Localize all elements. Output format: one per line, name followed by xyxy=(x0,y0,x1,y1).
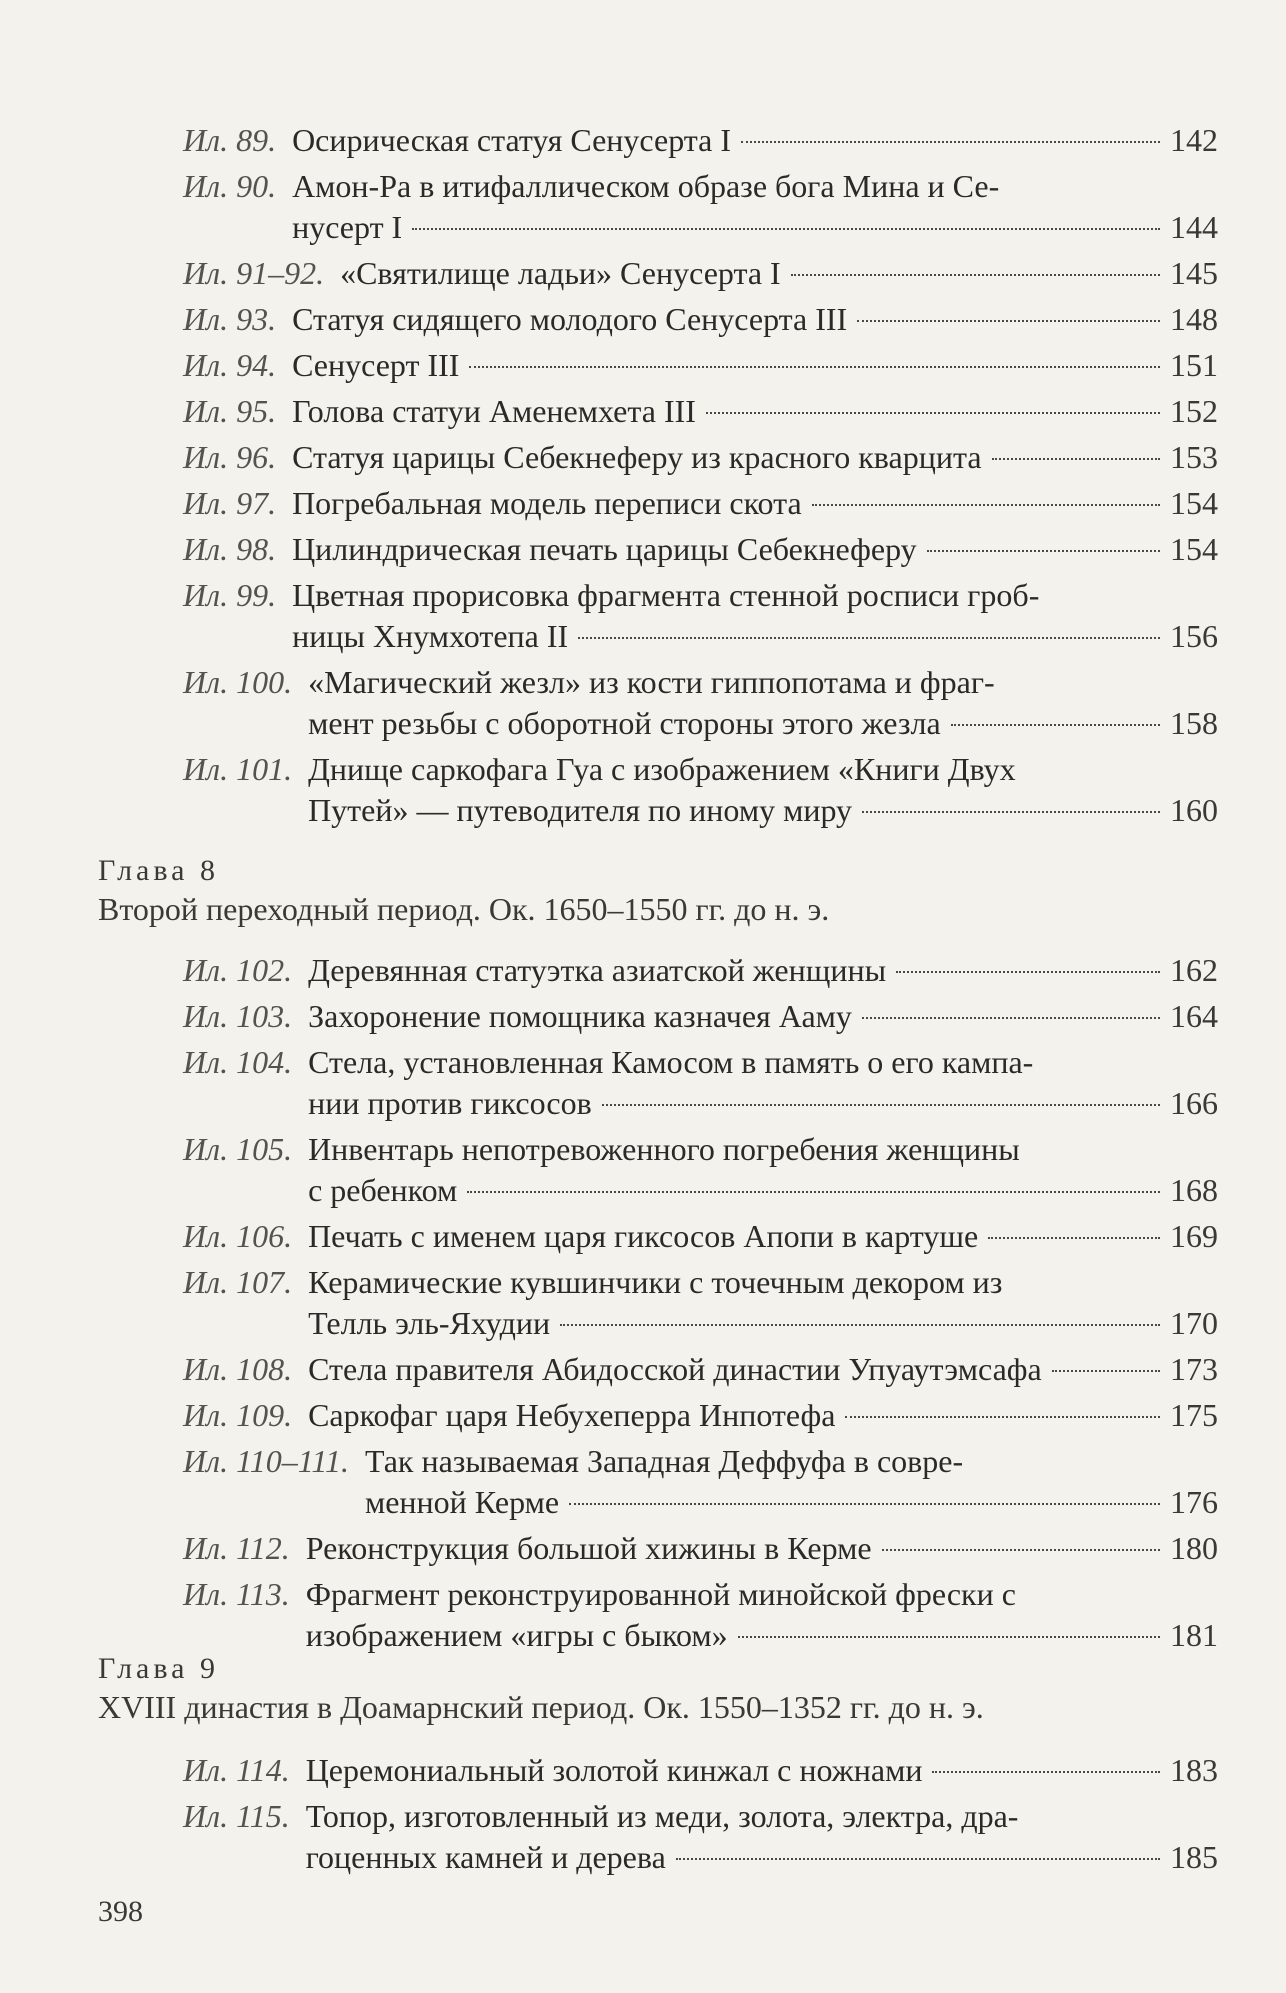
entry-body xyxy=(308,749,1218,831)
entry-page-number: 175 xyxy=(1170,1397,1218,1433)
entry-body xyxy=(308,1349,1218,1390)
toc-entry xyxy=(183,575,1218,657)
entry-text: Захоронение помощника казначея Ааму xyxy=(308,998,852,1034)
chapter-heading xyxy=(98,1650,984,1726)
dot-leader xyxy=(569,1503,1160,1505)
entry-body xyxy=(292,120,1218,161)
entry-page-number: 183 xyxy=(1170,1752,1218,1788)
entry-page-number: 166 xyxy=(1170,1085,1218,1121)
entry-page-number: 145 xyxy=(1170,255,1218,291)
illustration-label: Ил. 112. xyxy=(183,1530,290,1566)
dot-leader xyxy=(741,141,1160,143)
entry-text: Печать с именем царя гиксосов Апопи в картуше xyxy=(308,1218,979,1254)
entry-body xyxy=(308,1395,1218,1436)
dot-leader xyxy=(1052,1370,1160,1372)
entry-body xyxy=(292,299,1218,340)
illustration-label: Ил. 102. xyxy=(183,952,293,988)
entry-body xyxy=(365,1441,1218,1523)
toc-entry xyxy=(183,120,1218,161)
entry-body xyxy=(306,1528,1218,1569)
illustration-label: Ил. 91–92. xyxy=(183,255,325,291)
entry-text: Погребальная модель переписи скота xyxy=(292,485,802,521)
entry-text: изображением «игры с быком» xyxy=(305,1617,728,1653)
entry-row xyxy=(340,253,1218,294)
entry-row xyxy=(365,1482,1218,1523)
toc-entry xyxy=(183,1216,1218,1257)
entry-row xyxy=(292,437,1218,478)
illustration-label: Ил. 105. xyxy=(183,1131,293,1167)
dot-leader xyxy=(412,228,1160,230)
entry-text: Реконструкция большой хижины в Керме xyxy=(305,1530,872,1566)
entry-body xyxy=(306,1796,1218,1878)
dot-leader xyxy=(951,724,1160,726)
entry-row xyxy=(308,1083,1218,1124)
entry-text-first-line: Фрагмент реконструированной минойской фрески с xyxy=(305,1576,1016,1612)
chapter-title: Второй переходный период. Ок. 1650–1550 гг. до н. э. xyxy=(98,891,830,927)
dot-leader xyxy=(706,412,1160,414)
entry-text: Цилиндрическая печать царицы Себекнеферу xyxy=(292,531,917,567)
illustration-label: Ил. 115. xyxy=(183,1798,290,1834)
toc-entry xyxy=(183,1262,1218,1344)
illustration-label: Ил. 100. xyxy=(183,664,293,700)
illustration-label: Ил. 99. xyxy=(183,577,277,613)
toc-entry xyxy=(183,483,1218,524)
entry-body xyxy=(292,391,1218,432)
entry-page-number: 151 xyxy=(1170,347,1218,383)
entry-page-number: 154 xyxy=(1170,531,1218,567)
illustration-label: Ил. 93. xyxy=(183,301,277,337)
entry-text: нии против гиксосов xyxy=(308,1085,592,1121)
illustration-label: Ил. 114. xyxy=(183,1752,290,1788)
toc-entry xyxy=(183,1395,1218,1436)
entry-body xyxy=(292,437,1218,478)
illustration-label: Ил. 96. xyxy=(183,439,277,475)
entry-page-number: 162 xyxy=(1170,952,1218,988)
entry-text-first-line: Топор, изготовленный из меди, золота, электра, дра- xyxy=(305,1798,1019,1834)
toc-entry xyxy=(183,1796,1218,1878)
entry-page-number: 154 xyxy=(1170,485,1218,521)
entry-page-number: 160 xyxy=(1170,792,1218,828)
illustration-label: Ил. 94. xyxy=(183,347,277,383)
entry-text: менной Керме xyxy=(364,1484,560,1520)
entry-row xyxy=(308,703,1218,744)
entry-body xyxy=(306,1574,1218,1656)
entry-row xyxy=(306,1528,1218,1569)
illustration-list xyxy=(183,950,1218,1661)
entry-body xyxy=(340,253,1218,294)
dot-leader xyxy=(676,1858,1160,1860)
entry-row xyxy=(308,1216,1218,1257)
chapter-title: XVIII династия в Доамарнский период. Ок. 1550–1352 гг. до н. э. xyxy=(98,1689,984,1725)
entry-page-number: 180 xyxy=(1170,1530,1218,1566)
entry-row xyxy=(292,207,1218,248)
entry-text: «Святилище ладьи» Сенусерта I xyxy=(340,255,781,291)
illustration-label: Ил. 108. xyxy=(183,1351,293,1387)
dot-leader xyxy=(791,274,1160,276)
illustration-label: Ил. 101. xyxy=(183,751,293,787)
toc-entry xyxy=(183,662,1218,744)
dot-leader xyxy=(992,458,1160,460)
entry-page-number: 185 xyxy=(1170,1839,1218,1875)
entry-body xyxy=(308,1216,1218,1257)
toc-entry xyxy=(183,253,1218,294)
entry-text-first-line: Керамические кувшинчики с точечным декором из xyxy=(308,1264,1003,1300)
toc-entry xyxy=(183,1574,1218,1656)
entry-row xyxy=(308,790,1218,831)
entry-text: Саркофаг царя Небухеперра Инпотефа xyxy=(308,1397,836,1433)
entry-text: ницы Хнумхотепа II xyxy=(292,618,569,654)
entry-text-first-line: Так называемая Западная Деффуфа в совре- xyxy=(364,1443,964,1479)
dot-leader xyxy=(738,1636,1160,1638)
entry-row xyxy=(292,391,1218,432)
entry-text: Деревянная статуэтка азиатской женщины xyxy=(308,952,887,988)
entry-body xyxy=(292,345,1218,386)
entry-body xyxy=(292,529,1218,570)
entry-page-number: 181 xyxy=(1170,1617,1218,1653)
entry-page-number: 148 xyxy=(1170,301,1218,337)
entry-body xyxy=(308,996,1218,1037)
entry-text-first-line: Стела, установленная Камосом в память о его кампа- xyxy=(308,1044,1034,1080)
entry-page-number: 156 xyxy=(1170,618,1218,654)
entry-row xyxy=(306,1750,1218,1791)
entry-page-number: 153 xyxy=(1170,439,1218,475)
entry-row xyxy=(308,1303,1218,1344)
entry-row xyxy=(292,120,1218,161)
entry-page-number: 169 xyxy=(1170,1218,1218,1254)
entry-text-first-line: Днище саркофага Гуа с изображением «Книги Двух xyxy=(308,751,1016,787)
illustration-list xyxy=(183,1750,1218,1883)
entry-text-first-line: Амон-Ра в итифаллическом образе бога Мина и Се- xyxy=(292,168,1000,204)
illustration-label: Ил. 113. xyxy=(183,1576,290,1612)
illustration-label: Ил. 107. xyxy=(183,1264,293,1300)
dot-leader xyxy=(882,1549,1160,1551)
dot-leader xyxy=(932,1771,1160,1773)
toc-entry xyxy=(183,437,1218,478)
entry-body xyxy=(306,1750,1218,1791)
dot-leader xyxy=(812,504,1160,506)
entry-body xyxy=(308,1129,1218,1211)
entry-text: мент резьбы с оборотной стороны этого жезла xyxy=(308,705,941,741)
illustration-label: Ил. 89. xyxy=(183,122,277,158)
entry-body xyxy=(308,1042,1218,1124)
dot-leader xyxy=(857,320,1160,322)
illustration-label: Ил. 97. xyxy=(183,485,277,521)
entry-text: Телль эль-Яхудии xyxy=(308,1305,551,1341)
toc-entry xyxy=(183,1042,1218,1124)
entry-row xyxy=(292,483,1218,524)
entry-row xyxy=(308,1349,1218,1390)
entry-text-first-line: Цветная прорисовка фрагмента стенной росписи гроб- xyxy=(292,577,1040,613)
entry-text: с ребенком xyxy=(308,1172,458,1208)
entry-row xyxy=(292,616,1218,657)
illustration-label: Ил. 98. xyxy=(183,531,277,567)
toc-entry xyxy=(183,749,1218,831)
entry-page-number: 176 xyxy=(1170,1484,1218,1520)
entry-row xyxy=(308,950,1218,991)
dot-leader xyxy=(896,971,1160,973)
entry-row xyxy=(308,1170,1218,1211)
toc-entry xyxy=(183,1528,1218,1569)
entry-text: Осирическая статуя Сенусерта I xyxy=(292,122,732,158)
illustration-list xyxy=(183,120,1218,836)
illustration-label: Ил. 106. xyxy=(183,1218,293,1254)
entry-text: Путей» — путеводителя по иному миру xyxy=(308,792,853,828)
toc-entry xyxy=(183,1750,1218,1791)
entry-body xyxy=(292,166,1218,248)
dot-leader xyxy=(578,637,1160,639)
illustration-label: Ил. 110–111. xyxy=(183,1443,349,1479)
entry-page-number: 170 xyxy=(1170,1305,1218,1341)
entry-page-number: 164 xyxy=(1170,998,1218,1034)
entry-text: нусерт I xyxy=(292,209,403,245)
toc-entry xyxy=(183,1441,1218,1523)
entry-body xyxy=(292,483,1218,524)
dot-leader xyxy=(862,1017,1160,1019)
entry-text: Сенусерт III xyxy=(292,347,460,383)
entry-row xyxy=(306,1837,1218,1878)
entry-page-number: 144 xyxy=(1170,209,1218,245)
toc-entry xyxy=(183,391,1218,432)
chapter-label: Глава 8 xyxy=(98,854,219,887)
dot-leader xyxy=(467,1191,1160,1193)
toc-entry xyxy=(183,166,1218,248)
illustration-label: Ил. 90. xyxy=(183,168,277,204)
entry-body xyxy=(308,662,1218,744)
entry-row xyxy=(308,996,1218,1037)
toc-entry xyxy=(183,299,1218,340)
chapter-label: Глава 9 xyxy=(98,1652,219,1685)
entry-row xyxy=(292,529,1218,570)
toc-entry xyxy=(183,1129,1218,1211)
entry-row xyxy=(292,345,1218,386)
dot-leader xyxy=(862,811,1160,813)
entry-page-number: 142 xyxy=(1170,122,1218,158)
illustration-label: Ил. 104. xyxy=(183,1044,293,1080)
dot-leader xyxy=(560,1324,1160,1326)
toc-entry xyxy=(183,529,1218,570)
illustration-label: Ил. 109. xyxy=(183,1397,293,1433)
entry-body xyxy=(308,1262,1218,1344)
dot-leader xyxy=(602,1104,1160,1106)
dot-leader xyxy=(469,366,1160,368)
toc-entry xyxy=(183,345,1218,386)
entry-text: гоценных камней и дерева xyxy=(305,1839,666,1875)
toc-entry xyxy=(183,1349,1218,1390)
entry-text: Церемониальный золотой кинжал с ножнами xyxy=(305,1752,923,1788)
illustration-label: Ил. 95. xyxy=(183,393,277,429)
entry-text: Голова статуи Аменемхета III xyxy=(292,393,696,429)
entry-page-number: 158 xyxy=(1170,705,1218,741)
entry-row xyxy=(292,299,1218,340)
entry-text-first-line: «Магический жезл» из кости гиппопотама и фраг- xyxy=(308,664,995,700)
entry-row xyxy=(308,1395,1218,1436)
entry-text-first-line: Инвентарь непотревоженного погребения женщины xyxy=(308,1131,1020,1167)
toc-entry xyxy=(183,950,1218,991)
dot-leader xyxy=(927,550,1160,552)
illustration-label: Ил. 103. xyxy=(183,998,293,1034)
entry-page-number: 173 xyxy=(1170,1351,1218,1387)
entry-text: Стела правителя Абидосской династии Упуаутэмсафа xyxy=(308,1351,1042,1387)
entry-text: Статуя сидящего молодого Сенусерта III xyxy=(292,301,848,337)
dot-leader xyxy=(845,1416,1160,1418)
entry-body xyxy=(292,575,1218,657)
entry-page-number: 152 xyxy=(1170,393,1218,429)
dot-leader xyxy=(988,1237,1160,1239)
entry-body xyxy=(308,950,1218,991)
entry-text: Статуя царицы Себекнеферу из красного кварцита xyxy=(292,439,982,475)
toc-entry xyxy=(183,996,1218,1037)
page-number: 398 xyxy=(98,1895,143,1928)
chapter-heading xyxy=(98,852,829,928)
entry-page-number: 168 xyxy=(1170,1172,1218,1208)
